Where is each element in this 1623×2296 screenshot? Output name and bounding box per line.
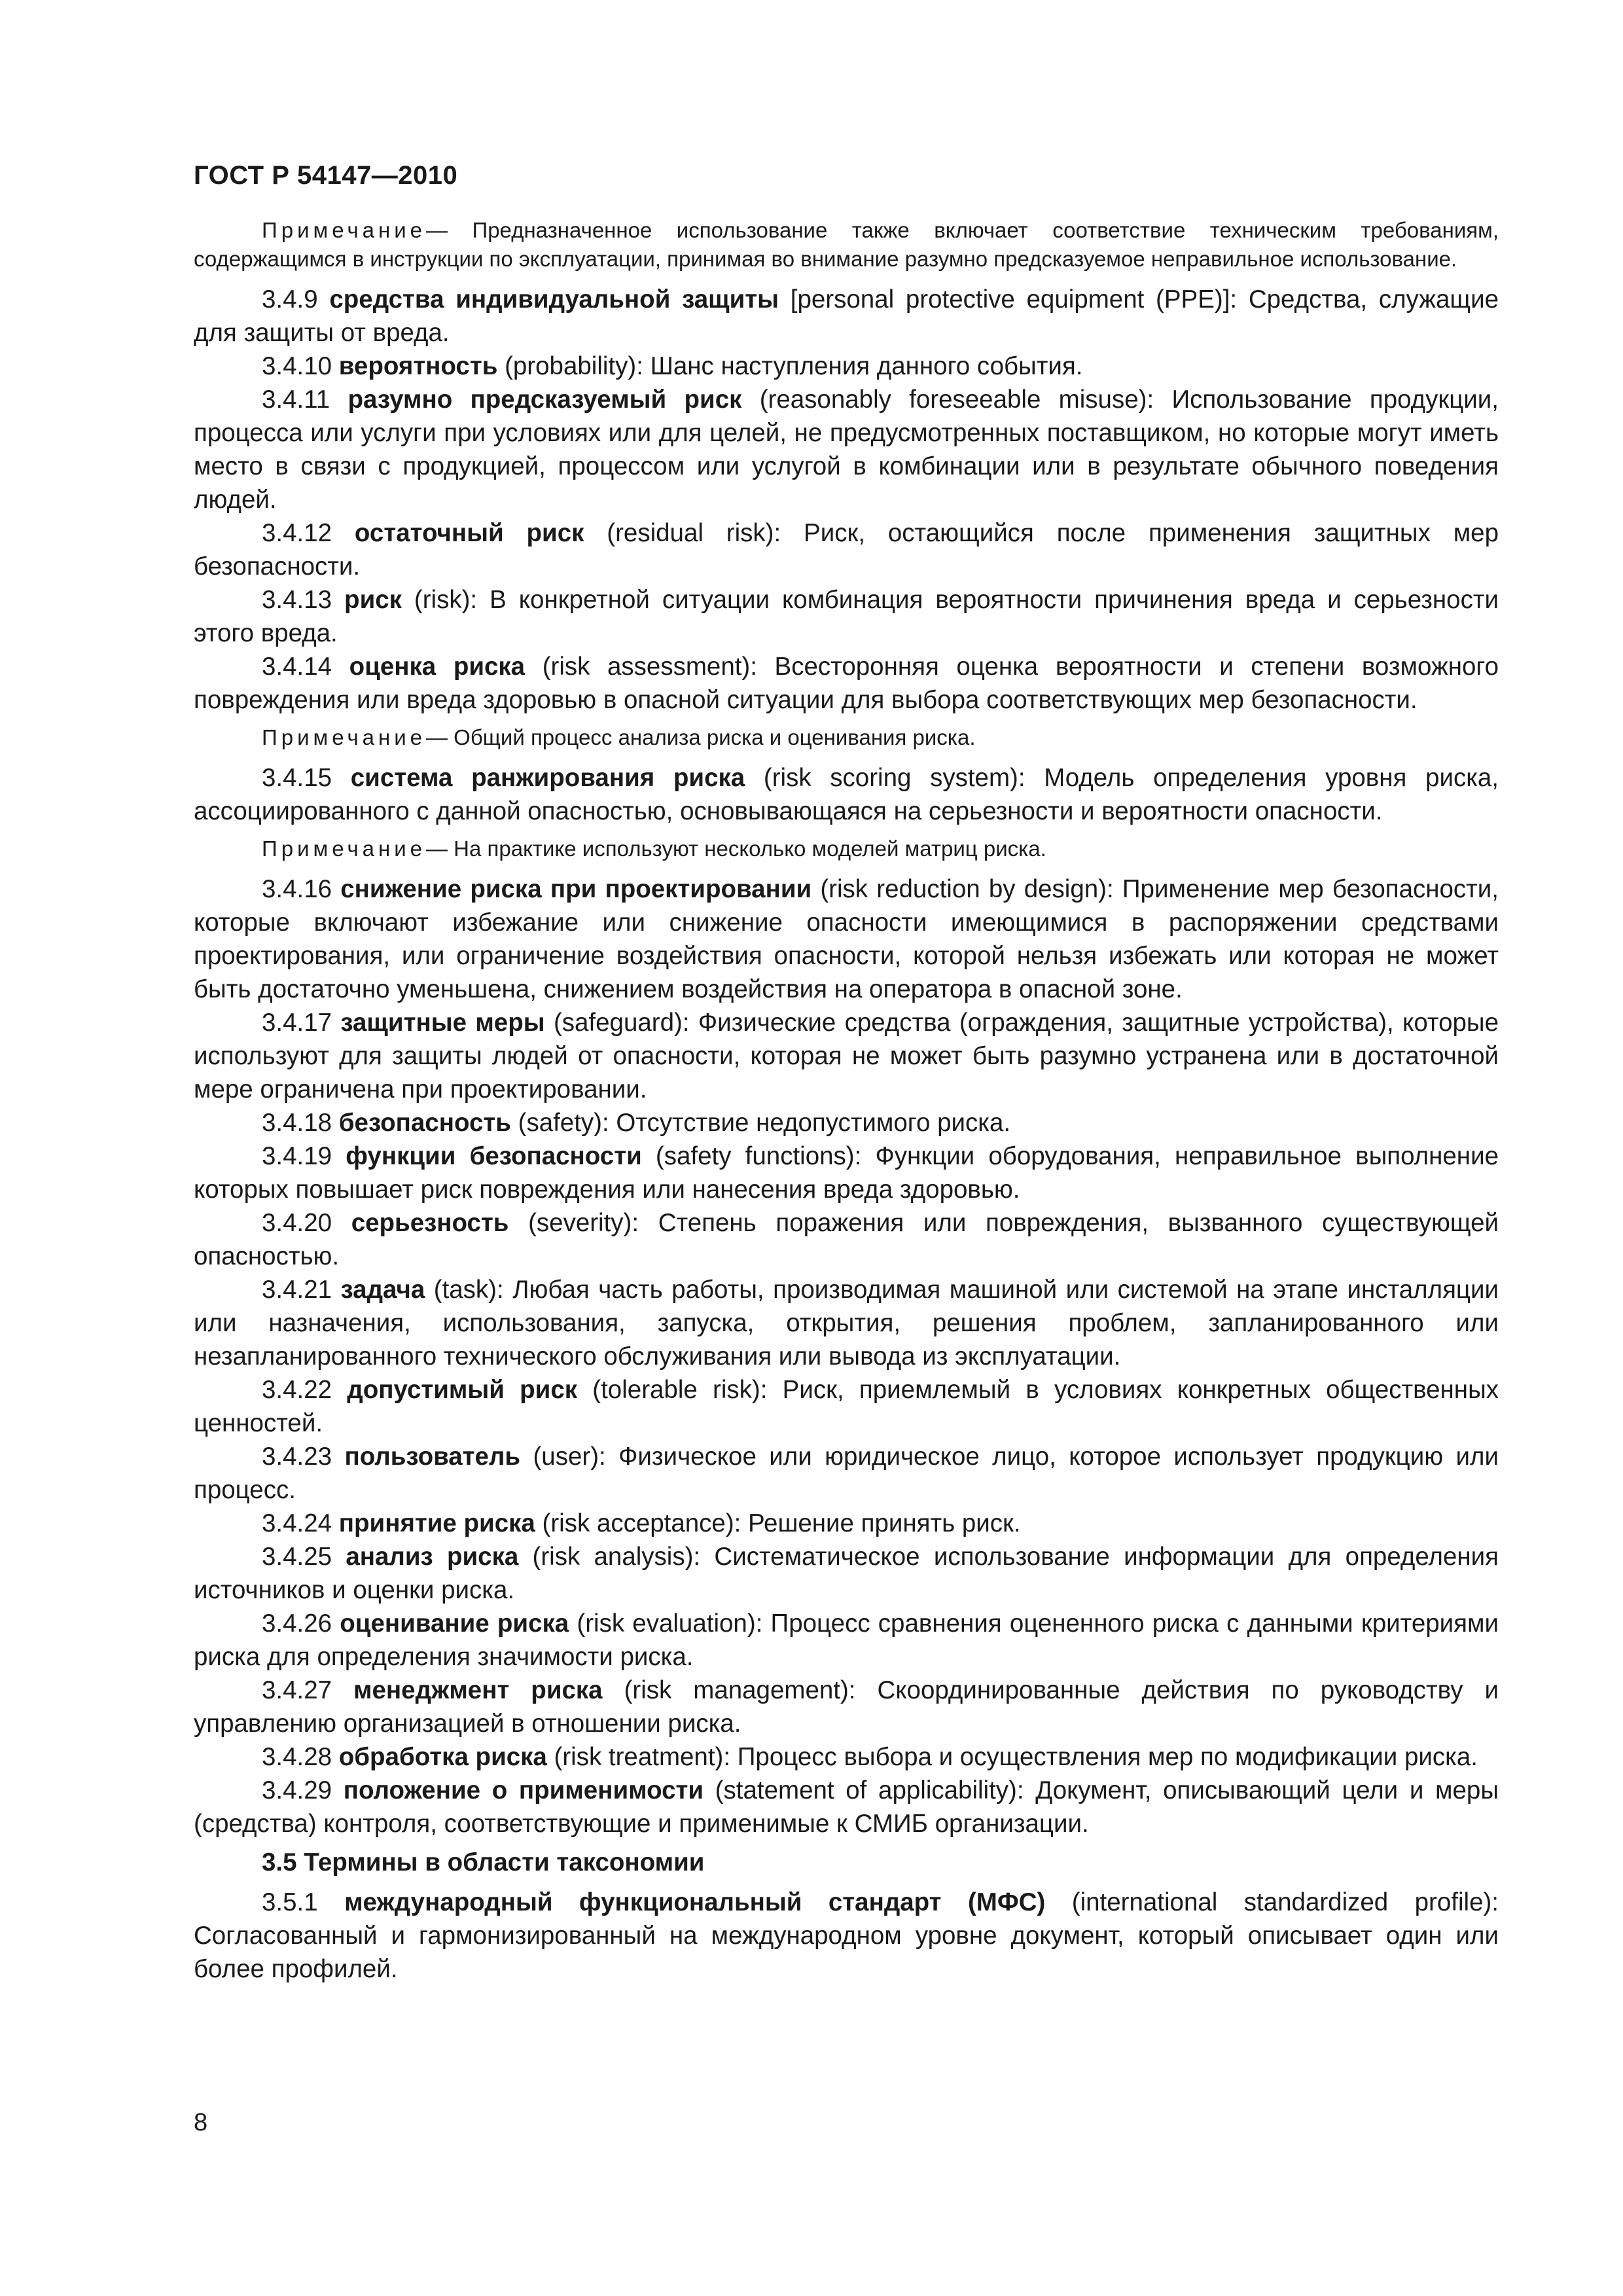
term-entry: 3.4.27 менеджмент риска (risk management): Скоординированные действия по руководству и управлению организацией в отношении риска. <box>194 1676 1499 1738</box>
term-entry: 3.4.10 вероятность (probability): Шанс наступления данного события. <box>262 352 1083 380</box>
term-entry: 3.4.24 принятие риска (risk acceptance): Решение принять риск. <box>262 1509 1021 1537</box>
page-number: 8 <box>194 2109 208 2136</box>
term-entry: 3.4.21 задача (task): Любая часть работы, производимая машиной или системой на этапе инсталляции или назначения, использования, запуска, открытия, решения проблем, запланированного или незапланированного технического обслуживания или вывода из эксплуатации. <box>194 1276 1499 1371</box>
note-text: — Общий процесс анализа риска и оценивания риска. <box>426 725 976 749</box>
term-entry: 3.4.18 безопасность (safety): Отсутствие недопустимого риска. <box>262 1109 1011 1137</box>
term-entry: 3.4.29 положение о применимости (statement of applicability): Документ, описывающий цели и меры (средства) контроля, соответствующие и применимые к СМИБ организации. <box>194 1776 1499 1838</box>
note-text: — На практике используют несколько моделей матриц риска. <box>426 836 1046 861</box>
term-entry: 3.5.1 международный функциональный стандарт (МФС) (international standardized profile): Согласованный и гармонизированный на международном уровне документ, который описывает один или более профилей. <box>194 1888 1499 1983</box>
term-entry: 3.4.14 оценка риска (risk assessment): Всесторонняя оценка вероятности и степени возможного повреждения или вреда здоровью в опасной ситуации для выбора соответствующих мер безопасности. <box>194 653 1499 714</box>
term-entry: 3.4.9 средства индивидуальной защиты [personal protective equipment (PPE)]: Средства, служащие для защиты от вреда. <box>194 285 1499 347</box>
note-label: Примечание <box>262 218 427 242</box>
term-entry: 3.4.19 функции безопасности (safety functions): Функции оборудования, неправильное выполнение которых повышает риск повреждения или нанесения вреда здоровью. <box>194 1142 1499 1204</box>
note <box>194 834 1499 863</box>
term-entry: 3.4.17 защитные меры (safeguard): Физические средства (ограждения, защитные устройства), которые используют для защиты людей от опасности, которая не может быть разумно устранена или в достаточной мере ограничена при проектировании. <box>194 1009 1499 1103</box>
term-entry: 3.4.26 оценивание риска (risk evaluation): Процесс сравнения оцененного риска с данными критериями риска для определения значимости риска. <box>194 1609 1499 1671</box>
term-entry: 3.4.11 разумно предсказуемый риск (reasonably foreseeable misuse): Использование продукции, процесса или услуги при условиях или для целей, не предусмотренных поставщиком, но которые могут иметь место в связи с продукцией, процессом или услугой в комбинации или в результате обычного поведения людей. <box>194 386 1499 514</box>
term-entry: 3.4.15 система ранжирования риска (risk scoring system): Модель определения уровня риска, ассоциированного с данной опасностью, основывающаяся на серьезности и вероятности опасности. <box>194 764 1499 825</box>
term-entry: 3.4.20 серьезность (severity): Степень поражения или повреждения, вызванного существующей опасностью. <box>194 1209 1499 1270</box>
document-body <box>194 216 1499 1986</box>
note <box>194 723 1499 752</box>
term-entry: 3.4.23 пользователь (user): Физическое или юридическое лицо, которое использует продукцию или процесс. <box>194 1443 1499 1504</box>
term-entry: 3.4.12 остаточный риск (residual risk): Риск, остающийся после применения защитных мер безопасности. <box>194 519 1499 581</box>
note-label: Примечание <box>262 725 427 749</box>
term-entry: 3.4.22 допустимый риск (tolerable risk): Риск, приемлемый в условиях конкретных общественных ценностей. <box>194 1376 1499 1437</box>
term-entry: 3.4.13 риск (risk): В конкретной ситуации комбинация вероятности причинения вреда и серьезности этого вреда. <box>194 586 1499 647</box>
term-entry: 3.4.25 анализ риска (risk analysis): Систематическое использование информации для определения источников и оценки риска. <box>194 1543 1499 1604</box>
note-text: — Предназначенное использование также включает соответствие техническим требованиям, содержащимся в инструкции по эксплуатации, принимая во внимание разумно предсказуемое неправильное использование. <box>194 218 1499 271</box>
note <box>194 216 1499 274</box>
term-entry: 3.4.28 обработка риска (risk treatment): Процесс выбора и осуществления мер по модификации риска. <box>262 1743 1478 1771</box>
term-entry: 3.4.16 снижение риска при проектировании (risk reduction by design): Применение мер безопасности, которые включают избежание или снижение опасности имеющимися в распоряжении средствами проектирования, или ограничение воздействия опасности, которой нельзя избежать или которая не может быть достаточно уменьшена, снижением воздействия на оператора в опасной зоне. <box>194 875 1499 1003</box>
note-label: Примечание <box>262 836 427 861</box>
document-header: ГОСТ Р 54147—2010 <box>194 161 458 190</box>
section-heading: 3.5 Термины в области таксономии <box>262 1848 705 1876</box>
